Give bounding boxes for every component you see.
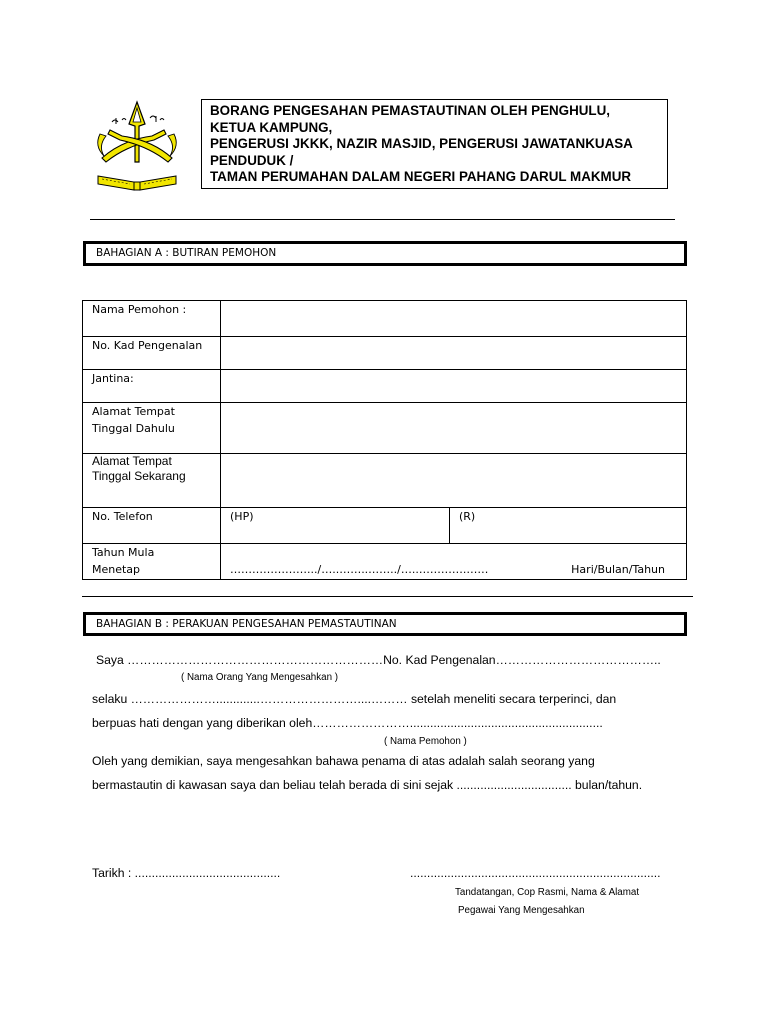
signature-field[interactable]: .......................................................................... — [410, 866, 661, 880]
label-kad-pengenalan-text: No. Kad Pengenalan — [92, 339, 203, 352]
form-title-line-5: TAMAN PERUMAHAN DALAM NEGERI PAHANG DARUL MAKMUR — [210, 169, 632, 184]
label-alamat-sekarang — [83, 454, 221, 508]
section-a-heading — [83, 241, 687, 266]
label-alamat-dahulu — [83, 403, 221, 454]
row-nama-pemohon — [83, 301, 687, 337]
input-kad-pengenalan[interactable] — [221, 337, 687, 370]
pahang-state-crest-icon — [92, 100, 182, 192]
row-jantina — [83, 370, 687, 403]
date-field[interactable]: Tarikh : ........................................... — [92, 866, 281, 880]
declaration-line-bermastautin: bermastautin di kawasan saya dan beliau telah berada di sini sejak .................................. bulan/tahun. — [92, 778, 643, 792]
divider-top — [90, 219, 675, 220]
declaration-line-saya: Saya ………………………………………………………No. Kad Pengenalan………………………………….. — [96, 653, 661, 667]
section-a-heading-text: BAHAGIAN A : BUTIRAN PEMOHON — [96, 247, 277, 259]
label-jantina-text: Jantina: — [92, 372, 134, 385]
label-kad-pengenalan — [83, 337, 221, 370]
section-b-heading — [83, 612, 687, 636]
form-title-line-2: KETUA KAMPUNG, — [210, 119, 333, 135]
input-alamat-dahulu[interactable] — [221, 403, 687, 454]
label-nama-pemohon-text: Nama Pemohon : — [92, 303, 187, 316]
caption-nama-pengesah: ( Nama Orang Yang Mengesahkan ) — [181, 672, 339, 683]
row-kad-pengenalan — [83, 337, 687, 370]
label-tahun-line-1: Tahun Mula — [92, 546, 155, 559]
label-alamat-sekarang-line-2: Tinggal Sekarang — [92, 469, 186, 483]
label-telefon-text: No. Telefon — [92, 510, 153, 523]
declaration-line-oleh-yang-demikian: Oleh yang demikian, saya mengesahkan bahawa penama di atas adalah salah seorang yang — [92, 754, 595, 768]
label-telefon — [83, 508, 221, 544]
caption-nama-pemohon: ( Nama Pemohon ) — [384, 736, 467, 747]
input-tahun-menetap[interactable] — [221, 544, 687, 580]
date-dots: ………………….../…..……..……../…..………….…… — [230, 563, 489, 576]
date-format-label: Hari/Bulan/Tahun — [571, 563, 665, 576]
row-alamat-dahulu — [83, 403, 687, 454]
form-title-line-3: PENGERUSI JKKK, NAZIR MASJID, PENGERUSI JAWATANKUASA — [210, 136, 633, 151]
form-title-box — [201, 99, 668, 189]
label-hp: (HP) — [230, 510, 254, 523]
label-alamat-sekarang-line-1: Alamat Tempat — [92, 454, 172, 468]
input-nama-pemohon[interactable] — [221, 301, 687, 337]
input-alamat-sekarang[interactable] — [221, 454, 687, 508]
section-b-heading-text: BAHAGIAN B : PERAKUAN PENGESAHAN PEMASTAUTINAN — [96, 618, 397, 630]
declaration-line-selaku: selaku ………………….............……………………....……… setelah meneliti secara terperinci, dan — [92, 692, 617, 706]
label-tahun-line-2: Menetap — [92, 563, 141, 576]
input-telefon-hp[interactable] — [221, 508, 450, 544]
row-telefon — [83, 508, 687, 544]
form-title-line-4: PENDUDUK / — [210, 152, 294, 168]
label-alamat-dahulu-line-2: Tinggal Dahulu — [92, 422, 175, 435]
label-rumah: (R) — [459, 510, 476, 523]
row-alamat-sekarang — [83, 454, 687, 508]
signature-caption-1: Tandatangan, Cop Rasmi, Nama & Alamat — [455, 887, 640, 898]
divider-middle — [82, 596, 693, 597]
form-title-line-1: BORANG PENGESAHAN PEMASTAUTINAN OLEH PENGHULU, — [210, 103, 610, 118]
row-tahun-menetap — [83, 544, 687, 580]
label-alamat-dahulu-line-1: Alamat Tempat — [92, 405, 175, 418]
signature-caption-2: Pegawai Yang Mengesahkan — [458, 905, 585, 916]
applicant-details-table — [82, 300, 687, 580]
input-telefon-rumah[interactable] — [450, 508, 687, 544]
label-jantina — [83, 370, 221, 403]
declaration-line-berpuas-hati: berpuas hati dengan yang diberikan oleh……………………......................................................... — [92, 716, 603, 730]
label-tahun-menetap — [83, 544, 221, 580]
label-nama-pemohon — [83, 301, 221, 337]
input-jantina[interactable] — [221, 370, 687, 403]
